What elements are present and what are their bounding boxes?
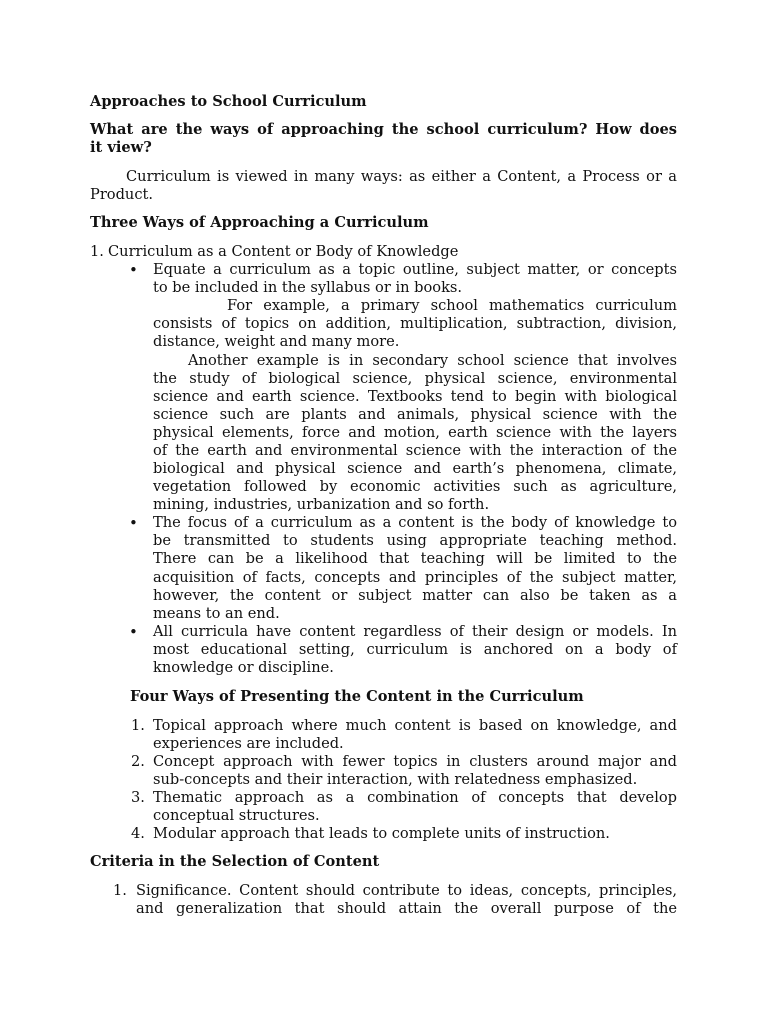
- bullet-1-line: distance, weight and many more.: [153, 333, 400, 350]
- bullet-1-line: the study of biological science, physical science, environmental: [153, 370, 677, 387]
- four-ways-item-line: Thematic approach as a combination of concepts that develop: [153, 789, 677, 806]
- document-title: Approaches to School Curriculum: [90, 93, 367, 110]
- bullet-3-line: All curricula have content regardless of their design or models. In: [153, 623, 677, 640]
- bullet-1-line: of the earth and environmental science with the interaction of the: [153, 442, 677, 459]
- bullet-1-line: vegetation followed by economic activities such as agriculture,: [153, 478, 677, 495]
- heading-three-ways: Three Ways of Approaching a Curriculum: [90, 214, 429, 231]
- bullet-3-line: most educational setting, curriculum is anchored on a body of: [153, 641, 677, 658]
- bullet-2-line: however, the content or subject matter can also be taken as a: [153, 587, 677, 604]
- bullet-1-line: Another example is in secondary school science that involves: [188, 352, 677, 369]
- bullet-1-line: For example, a primary school mathematics curriculum: [227, 297, 677, 314]
- bullet-2-line: There can be a likelihood that teaching will be limited to the: [153, 550, 677, 567]
- four-ways-item-line: conceptual structures.: [153, 807, 320, 824]
- heading-criteria: Criteria in the Selection of Content: [90, 853, 380, 870]
- bullet-1-line: mining, industries, urbanization and so forth.: [153, 496, 490, 513]
- bullet-1-line: Equate a curriculum as a topic outline, subject matter, or concepts: [153, 261, 677, 278]
- list-number: 1.: [113, 882, 127, 899]
- bullet-3-line: knowledge or discipline.: [153, 659, 334, 676]
- section-1-number: 1.: [90, 243, 104, 260]
- bullet-marker: •: [129, 514, 138, 532]
- bullet-marker: •: [129, 623, 138, 641]
- four-ways-item-line: sub-concepts and their interaction, with relatedness emphasized.: [153, 771, 638, 788]
- bullet-1-line: science and earth science. Textbooks tend to begin with biological: [153, 388, 677, 405]
- bullet-1-line: physical elements, force and motion, earth science with the layers: [153, 424, 677, 441]
- criteria-item-line: Significance. Content should contribute to ideas, concepts, principles,: [136, 882, 677, 899]
- section-1-title: Curriculum as a Content or Body of Knowledge: [108, 243, 459, 260]
- bullet-1-line: science such are plants and animals, physical science with the: [153, 406, 677, 423]
- bullet-2-line: acquisition of facts, concepts and principles of the subject matter,: [153, 569, 677, 586]
- four-ways-item-line: experiences are included.: [153, 735, 344, 752]
- list-number: 1.: [131, 717, 145, 734]
- bullet-1-line: to be included in the syllabus or in books.: [153, 279, 463, 296]
- bullet-2-line: means to an end.: [153, 605, 280, 622]
- list-number: 2.: [131, 753, 145, 770]
- question-line-2: it view?: [90, 139, 152, 156]
- bullet-2-line: The focus of a curriculum as a content is the body of knowledge to: [153, 514, 677, 531]
- bullet-1-line: consists of topics on addition, multiplication, subtraction, division,: [153, 315, 677, 332]
- intro-line-2: Product.: [90, 186, 153, 203]
- bullet-2-line: be transmitted to students using appropriate teaching method.: [153, 532, 677, 549]
- list-number: 4.: [131, 825, 145, 842]
- heading-four-ways: Four Ways of Presenting the Content in the Curriculum: [130, 688, 584, 705]
- bullet-marker: •: [129, 261, 138, 279]
- question-line-1: What are the ways of approaching the school curriculum? How does: [90, 121, 677, 138]
- four-ways-item-line: Topical approach where much content is based on knowledge, and: [153, 717, 677, 734]
- bullet-1-line: biological and physical science and earth’s phenomena, climate,: [153, 460, 677, 477]
- four-ways-item-line: Concept approach with fewer topics in clusters around major and: [153, 753, 677, 770]
- list-number: 3.: [131, 789, 145, 806]
- criteria-item-line: and generalization that should attain the overall purpose of the: [136, 900, 677, 917]
- four-ways-item-line: Modular approach that leads to complete units of instruction.: [153, 825, 610, 842]
- intro-line-1: Curriculum is viewed in many ways: as either a Content, a Process or a: [126, 168, 677, 185]
